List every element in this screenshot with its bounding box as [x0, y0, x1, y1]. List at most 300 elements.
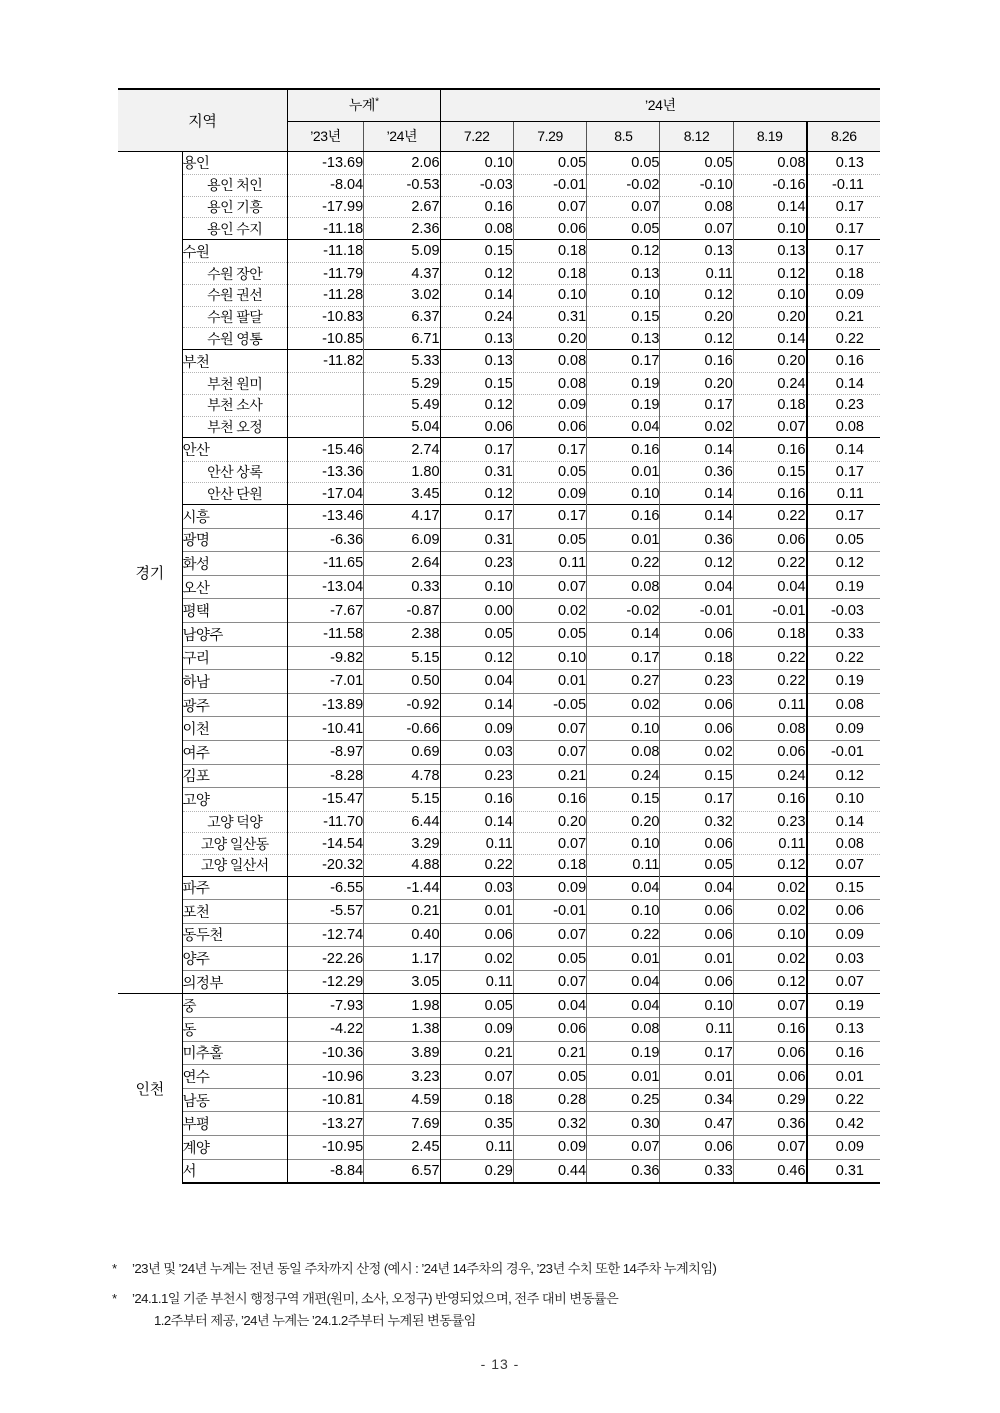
value-cell: 0.36: [733, 1112, 806, 1136]
value-cell: 6.71: [364, 328, 440, 350]
value-cell: 0.03: [440, 876, 513, 900]
district-name: 수원: [182, 239, 287, 263]
value-cell: 0.08: [513, 349, 586, 373]
value-cell: 0.15: [440, 373, 513, 395]
value-cell: -6.55: [287, 876, 363, 900]
value-cell: -20.32: [287, 854, 363, 876]
value-cell: 4.37: [364, 263, 440, 285]
value-cell: -11.65: [287, 552, 363, 576]
value-cell: 0.19: [807, 994, 880, 1018]
value-cell: 5.29: [364, 373, 440, 395]
value-cell: 0.04: [513, 994, 586, 1018]
value-cell: 0.12: [807, 764, 880, 788]
value-cell: 0.14: [440, 811, 513, 833]
value-cell: 0.18: [733, 622, 806, 646]
value-cell: 0.07: [807, 970, 880, 994]
value-cell: 0.02: [733, 900, 806, 924]
district-name: 부천 원미: [182, 373, 287, 395]
value-cell: 0.06: [440, 416, 513, 438]
table-row: [118, 923, 880, 947]
value-cell: 0.22: [587, 552, 660, 576]
value-cell: 0.12: [807, 552, 880, 576]
footnote-marker: *: [112, 1261, 117, 1276]
value-cell: 0.07: [513, 717, 586, 741]
value-cell: 0.07: [733, 1136, 806, 1160]
value-cell: 0.17: [807, 196, 880, 218]
value-cell: 0.12: [587, 239, 660, 263]
value-cell: 0.06: [733, 740, 806, 764]
value-cell: 0.42: [807, 1112, 880, 1136]
value-cell: 0.12: [660, 328, 733, 350]
value-cell: 1.80: [364, 461, 440, 483]
value-cell: 0.01: [587, 947, 660, 971]
value-cell: 5.49: [364, 395, 440, 417]
value-cell: 0.05: [513, 947, 586, 971]
value-cell: 0.22: [733, 646, 806, 670]
value-cell: 0.24: [733, 764, 806, 788]
value-cell: 0.17: [807, 505, 880, 529]
value-cell: 0.14: [807, 438, 880, 462]
value-cell: 0.07: [807, 854, 880, 876]
value-cell: 0.31: [513, 306, 586, 328]
value-cell: 0.11: [513, 552, 586, 576]
value-cell: 0.14: [660, 483, 733, 505]
footnote-text: ’24.1.1일 기준 부천시 행정구역 개편(원미, 소사, 오정구) 반영되었으며, 전주 대비 변동률은 1.2주부터 제공, ’24년 누계는 ’24.1.2주부터 누계된 변동률임: [132, 1288, 902, 1331]
district-name: 수원 장안: [182, 263, 287, 285]
value-cell: 0.11: [807, 483, 880, 505]
header-cumulative: [287, 89, 440, 121]
value-cell: 0.18: [513, 263, 586, 285]
value-cell: 4.78: [364, 764, 440, 788]
value-cell: 0.05: [587, 151, 660, 175]
data-table: [118, 88, 880, 1184]
value-cell: 0.01: [587, 528, 660, 552]
value-cell: -0.01: [513, 900, 586, 924]
value-cell: -17.04: [287, 483, 363, 505]
value-cell: 0.12: [660, 552, 733, 576]
value-cell: 0.08: [733, 151, 806, 175]
value-cell: 0.13: [807, 1018, 880, 1042]
value-cell: -8.97: [287, 740, 363, 764]
district-name: 용인 기흥: [182, 196, 287, 218]
table-row: [118, 328, 880, 350]
value-cell: 0.10: [587, 900, 660, 924]
value-cell: [287, 373, 363, 395]
value-cell: 3.45: [364, 483, 440, 505]
value-cell: 0.06: [807, 900, 880, 924]
table-row: [118, 1136, 880, 1160]
table-row: [118, 239, 880, 263]
value-cell: 0.17: [587, 646, 660, 670]
value-cell: 0.16: [733, 1018, 806, 1042]
value-cell: 0.12: [660, 285, 733, 307]
footnote: [112, 1288, 902, 1331]
header-col-0805: 8.5: [587, 121, 660, 151]
district-name: 서: [182, 1159, 287, 1183]
value-cell: 0.06: [513, 416, 586, 438]
value-cell: 0.31: [807, 1159, 880, 1183]
district-name: 계양: [182, 1136, 287, 1160]
district-name: 포천: [182, 900, 287, 924]
value-cell: 0.23: [807, 395, 880, 417]
value-cell: 0.14: [660, 438, 733, 462]
footnote-text: ’23년 및 ’24년 누계는 전년 동일 주차까지 산정 (예시 : ’24년 14주차의 경우, ’23년 수치 또한 14주차 누계치임): [132, 1261, 717, 1276]
value-cell: 0.10: [587, 717, 660, 741]
value-cell: 0.22: [807, 646, 880, 670]
value-cell: -0.53: [364, 175, 440, 197]
value-cell: -7.93: [287, 994, 363, 1018]
value-cell: 0.36: [587, 1159, 660, 1183]
value-cell: 0.22: [587, 923, 660, 947]
footnote: [112, 1258, 902, 1279]
value-cell: 0.21: [807, 306, 880, 328]
value-cell: 0.14: [440, 693, 513, 717]
value-cell: 0.15: [587, 306, 660, 328]
value-cell: 0.36: [660, 528, 733, 552]
value-cell: 0.10: [807, 788, 880, 812]
value-cell: 2.67: [364, 196, 440, 218]
value-cell: 0.01: [660, 947, 733, 971]
value-cell: 0.09: [440, 1018, 513, 1042]
value-cell: 4.59: [364, 1088, 440, 1112]
value-cell: 0.29: [733, 1088, 806, 1112]
value-cell: -0.10: [660, 175, 733, 197]
value-cell: 0.02: [733, 947, 806, 971]
district-name: 시흥: [182, 505, 287, 529]
value-cell: -0.02: [587, 599, 660, 623]
value-cell: -11.18: [287, 239, 363, 263]
value-cell: 0.06: [513, 218, 586, 240]
value-cell: 1.38: [364, 1018, 440, 1042]
district-name: 파주: [182, 876, 287, 900]
value-cell: 0.22: [440, 854, 513, 876]
value-cell: 0.15: [807, 876, 880, 900]
table-row: [118, 994, 880, 1018]
value-cell: 0.10: [440, 575, 513, 599]
value-cell: 0.33: [807, 622, 880, 646]
value-cell: 0.17: [807, 218, 880, 240]
value-cell: 0.50: [364, 670, 440, 694]
value-cell: 0.16: [660, 349, 733, 373]
table-row: [118, 670, 880, 694]
value-cell: 0.10: [587, 285, 660, 307]
value-cell: -22.26: [287, 947, 363, 971]
value-cell: 0.06: [660, 622, 733, 646]
value-cell: 0.19: [807, 670, 880, 694]
value-cell: 0.12: [440, 646, 513, 670]
value-cell: 0.08: [807, 693, 880, 717]
value-cell: -10.81: [287, 1088, 363, 1112]
table-row: [118, 717, 880, 741]
value-cell: 0.23: [440, 764, 513, 788]
value-cell: 2.38: [364, 622, 440, 646]
value-cell: 0.11: [660, 1018, 733, 1042]
value-cell: 0.14: [807, 811, 880, 833]
value-cell: 0.02: [660, 740, 733, 764]
value-cell: 0.17: [587, 349, 660, 373]
value-cell: -1.44: [364, 876, 440, 900]
value-cell: -0.66: [364, 717, 440, 741]
value-cell: 0.07: [660, 218, 733, 240]
value-cell: 0.02: [513, 599, 586, 623]
table-row: [118, 693, 880, 717]
value-cell: -6.36: [287, 528, 363, 552]
value-cell: -0.03: [440, 175, 513, 197]
value-cell: -0.01: [660, 599, 733, 623]
value-cell: 0.21: [513, 764, 586, 788]
table-row: [118, 416, 880, 438]
value-cell: 0.01: [660, 1065, 733, 1089]
value-cell: 2.45: [364, 1136, 440, 1160]
value-cell: 0.05: [513, 1065, 586, 1089]
value-cell: 0.07: [513, 575, 586, 599]
value-cell: 0.01: [807, 1065, 880, 1089]
value-cell: 0.07: [513, 740, 586, 764]
district-name: 안산: [182, 438, 287, 462]
value-cell: -12.74: [287, 923, 363, 947]
value-cell: 0.32: [513, 1112, 586, 1136]
table-row: [118, 505, 880, 529]
value-cell: 0.02: [440, 947, 513, 971]
value-cell: 0.31: [440, 461, 513, 483]
value-cell: 0.22: [733, 552, 806, 576]
value-cell: 0.03: [440, 740, 513, 764]
value-cell: 0.19: [587, 1041, 660, 1065]
value-cell: 0.17: [807, 461, 880, 483]
value-cell: 0.07: [587, 1136, 660, 1160]
district-name: 이천: [182, 717, 287, 741]
value-cell: 0.23: [440, 552, 513, 576]
table-row: [118, 947, 880, 971]
district-name: 안산 단원: [182, 483, 287, 505]
regional-price-change-table: [118, 88, 880, 1184]
header-year-group: ’24년: [440, 89, 880, 121]
district-name: 양주: [182, 947, 287, 971]
value-cell: 0.16: [440, 196, 513, 218]
district-name: 동: [182, 1018, 287, 1042]
table-header: [118, 89, 880, 151]
value-cell: 0.30: [587, 1112, 660, 1136]
value-cell: 0.06: [660, 900, 733, 924]
value-cell: -10.83: [287, 306, 363, 328]
value-cell: 0.12: [440, 395, 513, 417]
table-row: [118, 285, 880, 307]
value-cell: -15.46: [287, 438, 363, 462]
district-name: 수원 영통: [182, 328, 287, 350]
value-cell: 0.18: [733, 395, 806, 417]
value-cell: 0.05: [513, 622, 586, 646]
value-cell: 0.29: [440, 1159, 513, 1183]
value-cell: 0.10: [587, 833, 660, 855]
district-name: 평택: [182, 599, 287, 623]
value-cell: 0.17: [660, 395, 733, 417]
value-cell: 0.18: [660, 646, 733, 670]
value-cell: -10.36: [287, 1041, 363, 1065]
value-cell: 0.05: [513, 151, 586, 175]
value-cell: 0.13: [733, 239, 806, 263]
value-cell: 0.35: [440, 1112, 513, 1136]
table-row: [118, 740, 880, 764]
value-cell: 0.34: [660, 1088, 733, 1112]
table-row: [118, 349, 880, 373]
value-cell: 0.22: [807, 1088, 880, 1112]
region-label-경기: 경기: [118, 151, 182, 994]
value-cell: 0.69: [364, 740, 440, 764]
table-row: [118, 854, 880, 876]
value-cell: 0.22: [807, 328, 880, 350]
district-name: 김포: [182, 764, 287, 788]
district-name: 광명: [182, 528, 287, 552]
value-cell: 0.33: [364, 575, 440, 599]
value-cell: 3.89: [364, 1041, 440, 1065]
value-cell: -13.89: [287, 693, 363, 717]
value-cell: 5.33: [364, 349, 440, 373]
value-cell: 4.17: [364, 505, 440, 529]
value-cell: 0.08: [587, 1018, 660, 1042]
value-cell: 0.08: [587, 575, 660, 599]
value-cell: -10.85: [287, 328, 363, 350]
value-cell: 0.11: [733, 693, 806, 717]
header-cumulative-footnote-marker: *: [375, 96, 379, 108]
value-cell: -8.04: [287, 175, 363, 197]
value-cell: 0.09: [513, 483, 586, 505]
value-cell: 1.98: [364, 994, 440, 1018]
value-cell: 0.06: [513, 1018, 586, 1042]
value-cell: 6.37: [364, 306, 440, 328]
value-cell: 0.09: [513, 395, 586, 417]
value-cell: -14.54: [287, 833, 363, 855]
value-cell: -0.92: [364, 693, 440, 717]
value-cell: -8.84: [287, 1159, 363, 1183]
value-cell: 0.07: [587, 196, 660, 218]
value-cell: 7.69: [364, 1112, 440, 1136]
value-cell: -10.41: [287, 717, 363, 741]
header-col-2024: ’24년: [364, 121, 440, 151]
value-cell: -17.99: [287, 196, 363, 218]
value-cell: 0.09: [513, 1136, 586, 1160]
value-cell: -13.36: [287, 461, 363, 483]
value-cell: -11.18: [287, 218, 363, 240]
value-cell: 0.05: [513, 528, 586, 552]
district-name: 연수: [182, 1065, 287, 1089]
table-row: [118, 1088, 880, 1112]
value-cell: -9.82: [287, 646, 363, 670]
value-cell: 0.16: [440, 788, 513, 812]
value-cell: 0.02: [733, 876, 806, 900]
value-cell: 0.06: [733, 528, 806, 552]
district-name: 부평: [182, 1112, 287, 1136]
district-name: 구리: [182, 646, 287, 670]
value-cell: 0.17: [513, 438, 586, 462]
value-cell: 0.32: [660, 811, 733, 833]
district-name: 고양 덕양: [182, 811, 287, 833]
value-cell: 0.20: [513, 328, 586, 350]
district-name: 하남: [182, 670, 287, 694]
value-cell: 0.11: [440, 970, 513, 994]
table-row: [118, 970, 880, 994]
value-cell: 0.14: [587, 622, 660, 646]
value-cell: 5.04: [364, 416, 440, 438]
value-cell: 0.10: [513, 646, 586, 670]
value-cell: -7.01: [287, 670, 363, 694]
value-cell: 0.11: [440, 1136, 513, 1160]
value-cell: 6.44: [364, 811, 440, 833]
table-row: [118, 900, 880, 924]
value-cell: 0.05: [807, 528, 880, 552]
value-cell: 0.06: [660, 923, 733, 947]
value-cell: 0.11: [440, 833, 513, 855]
value-cell: 0.12: [733, 854, 806, 876]
value-cell: 0.04: [587, 416, 660, 438]
district-name: 수원 팔달: [182, 306, 287, 328]
table-row: [118, 528, 880, 552]
value-cell: 0.09: [513, 876, 586, 900]
value-cell: 0.12: [440, 483, 513, 505]
value-cell: -15.47: [287, 788, 363, 812]
value-cell: 0.23: [733, 811, 806, 833]
value-cell: 0.31: [440, 528, 513, 552]
value-cell: 5.15: [364, 646, 440, 670]
value-cell: 0.46: [733, 1159, 806, 1183]
value-cell: 0.14: [660, 505, 733, 529]
value-cell: -13.69: [287, 151, 363, 175]
district-name: 중: [182, 994, 287, 1018]
value-cell: 0.15: [440, 239, 513, 263]
value-cell: 0.07: [513, 923, 586, 947]
value-cell: 0.18: [513, 239, 586, 263]
value-cell: 0.06: [660, 717, 733, 741]
header-region: 지역: [118, 89, 287, 151]
value-cell: 0.09: [807, 285, 880, 307]
value-cell: 2.74: [364, 438, 440, 462]
region-label-인천: 인천: [118, 994, 182, 1183]
value-cell: 0.06: [660, 833, 733, 855]
value-cell: 0.40: [364, 923, 440, 947]
value-cell: 0.06: [440, 923, 513, 947]
table-row: [118, 552, 880, 576]
table-row: [118, 811, 880, 833]
table-row: [118, 438, 880, 462]
value-cell: 0.05: [513, 461, 586, 483]
value-cell: 6.57: [364, 1159, 440, 1183]
value-cell: 0.07: [733, 416, 806, 438]
district-name: 부천: [182, 349, 287, 373]
footnote-text-continuation: 1.2주부터 제공, ’24년 누계는 ’24.1.2주부터 누계된 변동률임: [154, 1312, 476, 1328]
value-cell: 0.04: [587, 994, 660, 1018]
district-name: 의정부: [182, 970, 287, 994]
value-cell: 0.06: [660, 970, 733, 994]
value-cell: 0.07: [513, 970, 586, 994]
value-cell: -7.67: [287, 599, 363, 623]
value-cell: 0.08: [587, 740, 660, 764]
value-cell: 0.19: [807, 575, 880, 599]
value-cell: 0.17: [660, 1041, 733, 1065]
table-row: [118, 1159, 880, 1183]
value-cell: 3.23: [364, 1065, 440, 1089]
footnotes: [112, 1258, 902, 1340]
value-cell: -11.82: [287, 349, 363, 373]
table-row: [118, 483, 880, 505]
value-cell: -8.28: [287, 764, 363, 788]
district-name: 화성: [182, 552, 287, 576]
value-cell: 0.13: [587, 328, 660, 350]
value-cell: 0.04: [440, 670, 513, 694]
value-cell: -0.01: [733, 599, 806, 623]
value-cell: 0.02: [587, 693, 660, 717]
value-cell: 0.27: [587, 670, 660, 694]
value-cell: 1.17: [364, 947, 440, 971]
table-row: [118, 306, 880, 328]
